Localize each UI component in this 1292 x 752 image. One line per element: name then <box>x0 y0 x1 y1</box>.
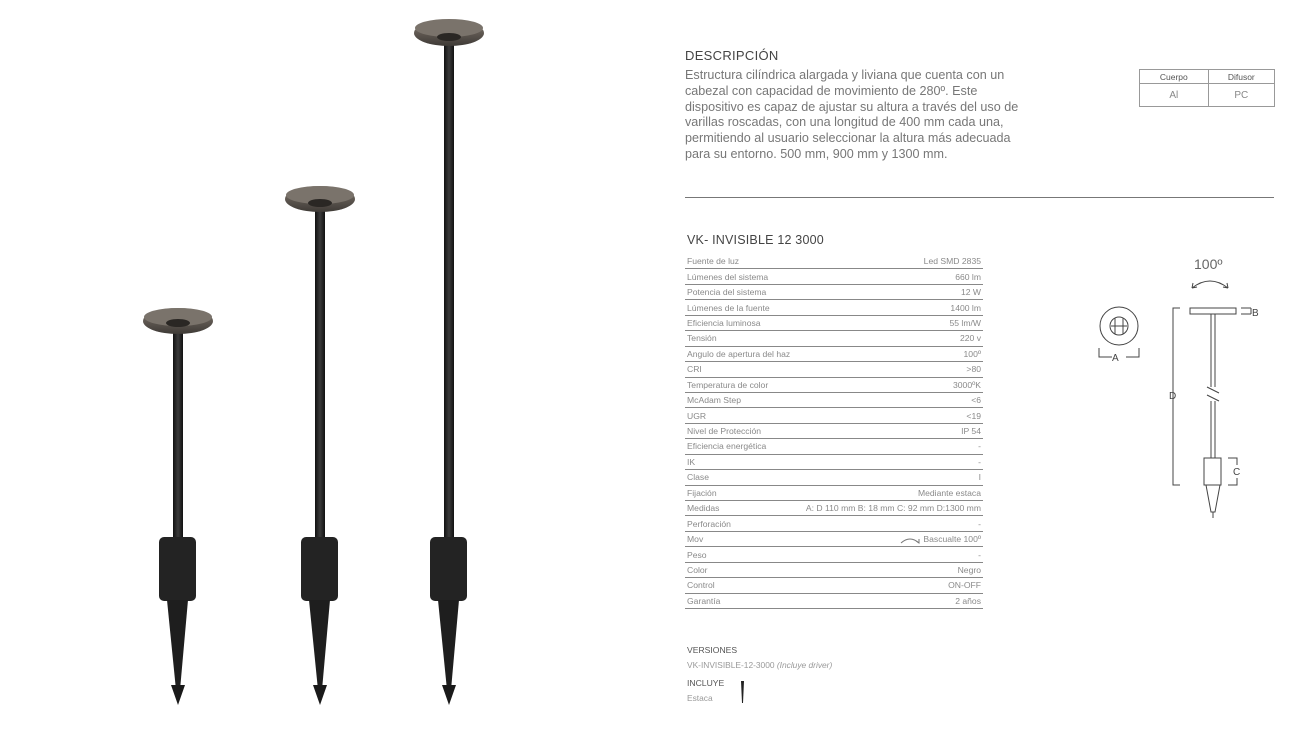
spec-value: - <box>978 549 981 560</box>
spec-row <box>685 300 983 315</box>
spec-value-wrap <box>899 534 981 544</box>
spec-value: Bascualte 100º <box>923 534 981 545</box>
spec-label: Mov <box>687 534 704 545</box>
model-title: VK- INVISIBLE 12 3000 <box>687 233 824 247</box>
spec-row <box>685 424 983 439</box>
materials-header-diffuser: Difusor <box>1208 70 1274 84</box>
spec-row <box>685 331 983 346</box>
description-line: cabezal con capacidad de movimiento de 280º. Este <box>685 83 978 98</box>
dim-label-a: A <box>1112 353 1119 364</box>
spec-row <box>685 547 983 562</box>
spec-value: 100º <box>963 348 981 359</box>
spec-row <box>685 578 983 593</box>
tilt-angle-label: 100º <box>1194 256 1223 272</box>
spec-value: ON-OFF <box>948 580 981 591</box>
description-line: para su entorno. 500 mm, 900 mm y 1300 mm. <box>685 146 948 161</box>
spec-label: Medidas <box>687 503 720 514</box>
spec-value: >80 <box>966 364 981 375</box>
spec-label: Temperatura de color <box>687 379 769 390</box>
description-line: Estructura cilíndrica alargada y liviana que cuenta con un <box>685 68 1005 82</box>
spec-table <box>685 254 983 609</box>
spec-value: I <box>978 472 981 483</box>
materials-header-body: Cuerpo <box>1140 70 1209 84</box>
spec-row <box>685 501 983 516</box>
spec-label: UGR <box>687 410 707 421</box>
lamp-tall <box>414 19 484 705</box>
materials-value-diffuser: PC <box>1208 84 1274 107</box>
spec-label: Control <box>687 580 715 591</box>
description-line: permitiendo al usuario seleccionar la altura más adecuada <box>685 131 1011 146</box>
spec-row <box>685 393 983 408</box>
spec-row <box>685 316 983 331</box>
spec-value: Led SMD 2835 <box>923 256 981 267</box>
description-title: DESCRIPCIÓN <box>685 48 779 63</box>
spec-row <box>685 362 983 377</box>
spec-row <box>685 347 983 362</box>
spec-label: Nivel de Protección <box>687 426 762 437</box>
spec-value: - <box>978 518 981 529</box>
spec-value: - <box>978 456 981 467</box>
spec-label: McAdam Step <box>687 395 741 406</box>
spec-row <box>685 470 983 485</box>
spec-value: 3000ºK <box>953 379 981 390</box>
spec-row <box>685 563 983 578</box>
spec-value: Negro <box>957 564 981 575</box>
spec-value: 220 v <box>959 333 981 344</box>
spec-value: 660 lm <box>955 271 981 282</box>
spec-row <box>685 269 983 284</box>
spec-row <box>685 486 983 501</box>
spec-label: Color <box>687 564 708 575</box>
spec-label: Eficiencia luminosa <box>687 317 761 328</box>
spec-row <box>685 594 983 609</box>
spec-value: 2 años <box>955 595 981 606</box>
spec-value: Mediante estaca <box>917 487 981 498</box>
spec-value: - <box>978 441 981 452</box>
spec-label: Perforación <box>687 518 731 529</box>
spec-label: Garantía <box>687 595 721 606</box>
materials-value-body: Al <box>1140 84 1209 107</box>
spec-row <box>685 439 983 454</box>
stake-icon <box>738 681 746 703</box>
spec-row <box>685 254 983 269</box>
version-code: VK-INVISIBLE-12-3000 <box>687 660 775 670</box>
spec-label: Eficiencia energética <box>687 441 767 452</box>
versions-line <box>687 660 832 670</box>
spec-row <box>685 532 983 547</box>
versions-title: VERSIONES <box>687 645 738 655</box>
tilt-arrow-icon <box>899 536 921 544</box>
spec-value: IP 54 <box>961 426 981 437</box>
spec-value: <6 <box>971 395 981 406</box>
spec-label: IK <box>687 456 696 467</box>
spec-label: Peso <box>687 549 707 560</box>
includes-item: Estaca <box>687 693 713 703</box>
spec-row <box>685 285 983 300</box>
lamp-short <box>143 308 213 705</box>
dimension-drawing <box>1085 250 1275 530</box>
dim-label-b: B <box>1252 308 1259 319</box>
spec-label: Clase <box>687 472 709 483</box>
spec-label: Fijación <box>687 487 717 498</box>
dim-label-d: D <box>1169 391 1177 402</box>
description-line: dispositivo es capaz de ajustar su altura a través del uso de <box>685 99 1019 114</box>
lamp-medium <box>285 186 355 705</box>
version-note: (Incluye driver) <box>776 660 833 670</box>
spec-value: 55 lm/W <box>949 317 981 328</box>
dim-label-c: C <box>1233 467 1241 478</box>
spec-label: Fuente de luz <box>687 256 740 267</box>
spec-value: A: D 110 mm B: 18 mm C: 92 mm D:1300 mm <box>805 503 981 514</box>
tilt-arc-icon <box>1192 281 1228 288</box>
spec-row <box>685 378 983 393</box>
spec-label: Lúmenes del sistema <box>687 271 769 282</box>
spec-label: Angulo de apertura del haz <box>687 348 791 359</box>
spec-label: CRI <box>687 364 702 375</box>
spec-row <box>685 516 983 531</box>
spec-value: 12 W <box>960 287 981 298</box>
description-body <box>685 68 1035 163</box>
spec-row <box>685 455 983 470</box>
spec-value: <19 <box>966 410 981 421</box>
spec-value: 1400 lm <box>950 302 981 313</box>
includes-title: INCLUYE <box>687 678 725 688</box>
spec-label: Tensión <box>687 333 717 344</box>
section-divider <box>685 197 1274 198</box>
materials-table <box>1139 69 1275 107</box>
spec-label: Potencia del sistema <box>687 287 767 298</box>
spec-label: Lúmenes de la fuente <box>687 302 770 313</box>
description-line: varillas roscadas, con una longitud de 400 mm cada una, <box>685 115 1004 130</box>
spec-row <box>685 408 983 423</box>
